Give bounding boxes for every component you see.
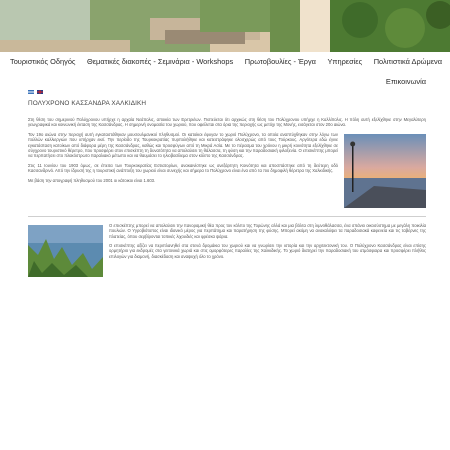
article-content bbox=[28, 100, 426, 450]
sunset-pier-photo bbox=[344, 134, 426, 208]
main-navigation bbox=[0, 54, 450, 88]
section-divider bbox=[28, 216, 426, 217]
article-paragraph: Στις 11 Ιουνίου του 1903 όμως, σε έπειτα των Τουρκοκρατίας Εστιατορίων, ανακαινίστηκε ως ανεξάρτητη Κοινότητα και αποσπάστηκε από τη δεύτερη οδό Κασσανδρινό. Από την ίδρυσή της η τουριστική ανάπτυξη του χωριού είναι συνεχής και σήμερα το Πολύχρονο είναι ένα από τα πιο δημοφιλή θέρετρα της Χαλκιδικής. bbox=[28, 162, 338, 174]
english-flag-icon[interactable] bbox=[37, 90, 43, 94]
language-switcher bbox=[28, 90, 43, 94]
nav-item-contact[interactable]: Επικοινωνία bbox=[385, 76, 426, 86]
article-paragraph: Με βάση την απογραφή πληθυσμού του 2001 οι κάτοικοι είναι 1.603. bbox=[28, 177, 156, 183]
header-banner-image bbox=[0, 0, 450, 52]
nav-item-themed-holidays[interactable]: Θεματικές διακοπές - Σεμινάρια - Workshops bbox=[87, 56, 234, 66]
nav-item-tourist-guide[interactable]: Τουριστικός Οδηγός bbox=[10, 56, 76, 66]
article-title: ΠΟΛΥΧΡΟΝΟ ΚΑΣΣΑΝΔΡΑ ΧΑΛΚΙΔΙΚΗ bbox=[28, 100, 147, 107]
nav-item-cultural-events[interactable]: Πολιτιστικά Δρώμενα bbox=[373, 56, 442, 66]
article-paragraph: Τον 19ο αιώνα στην περιοχή αυτή εγκαταστάθηκαν μουσουλμανικοί πληθυσμοί. Οι κατοίκοι έφυγαν το χωριό Πολύχρονο, τα οποία αναπτύχθηκαν στην λόγω των πολλών καλλιεργιών που υπήρχαν εκεί. Την περίοδο της Τουρκοκρατίας πυρπολήθηκε και κατεστράφηκε ολοσχερώς από τους Τούρκους. Αργότερα εδώ έγινε εγκατάσταση κατοίκων από διάφορα μέρη της Κασσάνδρας, καθώς και προσφύγων από τη Μικρά Ασία. Με το πέρασμα του χρόνου η μικρή κοινότητα εξελίχθηκε σε σύγχρονο τουριστικό θέρετρο, που προσφέρει στον επισκέπτη τη δυνατότητα να απολαύσει τη θάλασσα, τη φύση και την παραδοσιακή φιλοξενία. Ο επισκέπτης μπορεί να περπατήσει στο πλακόστρωτο παραλιακό μέτωπο και να θαυμάσει το ηλιοβασίλεμα στον κόλπο της Κασσάνδρας. bbox=[28, 131, 338, 159]
article-paragraph: Στη θέση του σημερινού Πολύχρονου υπήρχε η αρχαία Νεάπολις, αποικία των Ερετριέων. Πιστεύεται ότι αρχικώς στη θέση του Πολύχρονου υπήρχε η Καλλίπολις. Η πόλη αυτή εξελίχθηκε στην Μεγαλύτερη γεωγραφικά και κοινωνική έκταση της Κασσάνδρας. Η σημερινή ονομασία του χωριού, που οφείλεται στα όρια της περιοχής ως μετόχι της Μονής, εισάγεται στον 20ο αιώνα. bbox=[28, 117, 426, 128]
article-paragraph: Ο επισκέπτης αξίζει να περιπλανηθεί στα στενά δρομάκια του χωριού και να γνωρίσει την ιστορία και την αρχιτεκτονική του. Ο Πολύχρονο Κασσάνδρας είναι επίσης ορμητήριο για εκδρομές στα γειτονικά χωριά και στις ομορφότερες παραλίες της Χαλκιδικής. Το χωριό διατηρεί την παραδοσιακή του ατμόσφαιρα και προσφέρει πλήθος επιλογών για διαμονή, διασκέδαση και αναψυχή όλο το χρόνο. bbox=[109, 243, 426, 259]
article-paragraph: Ο επισκέπτης μπορεί να απολαύσει την πανοραμική θέα προς τον κόλπο της Τορώνης αλλά και μια βόλτα στη λιμνοθάλασσα, ένα σπάνιο οικοσύστημα με μεγάλη ποικιλία πουλιών. Ο Υγροβιότοπος είναι ιδανικό μέρος για περπάτημα και παρατήρηση της φύσης. Μπορεί ακόμη να ανακαλύψει τα παραδοσιακά καφενεία και τις ταβέρνες της πλατείας, όπου σερβίρονται τοπικές λιχουδιές και φρέσκα ψάρια. bbox=[109, 222, 426, 239]
lagoon-photo bbox=[28, 225, 103, 277]
nav-item-initiatives[interactable]: Πρωτοβουλίες - Έργα bbox=[244, 56, 316, 66]
greek-flag-icon[interactable] bbox=[28, 90, 34, 94]
nav-item-services[interactable]: Υπηρεσίες bbox=[327, 56, 363, 66]
